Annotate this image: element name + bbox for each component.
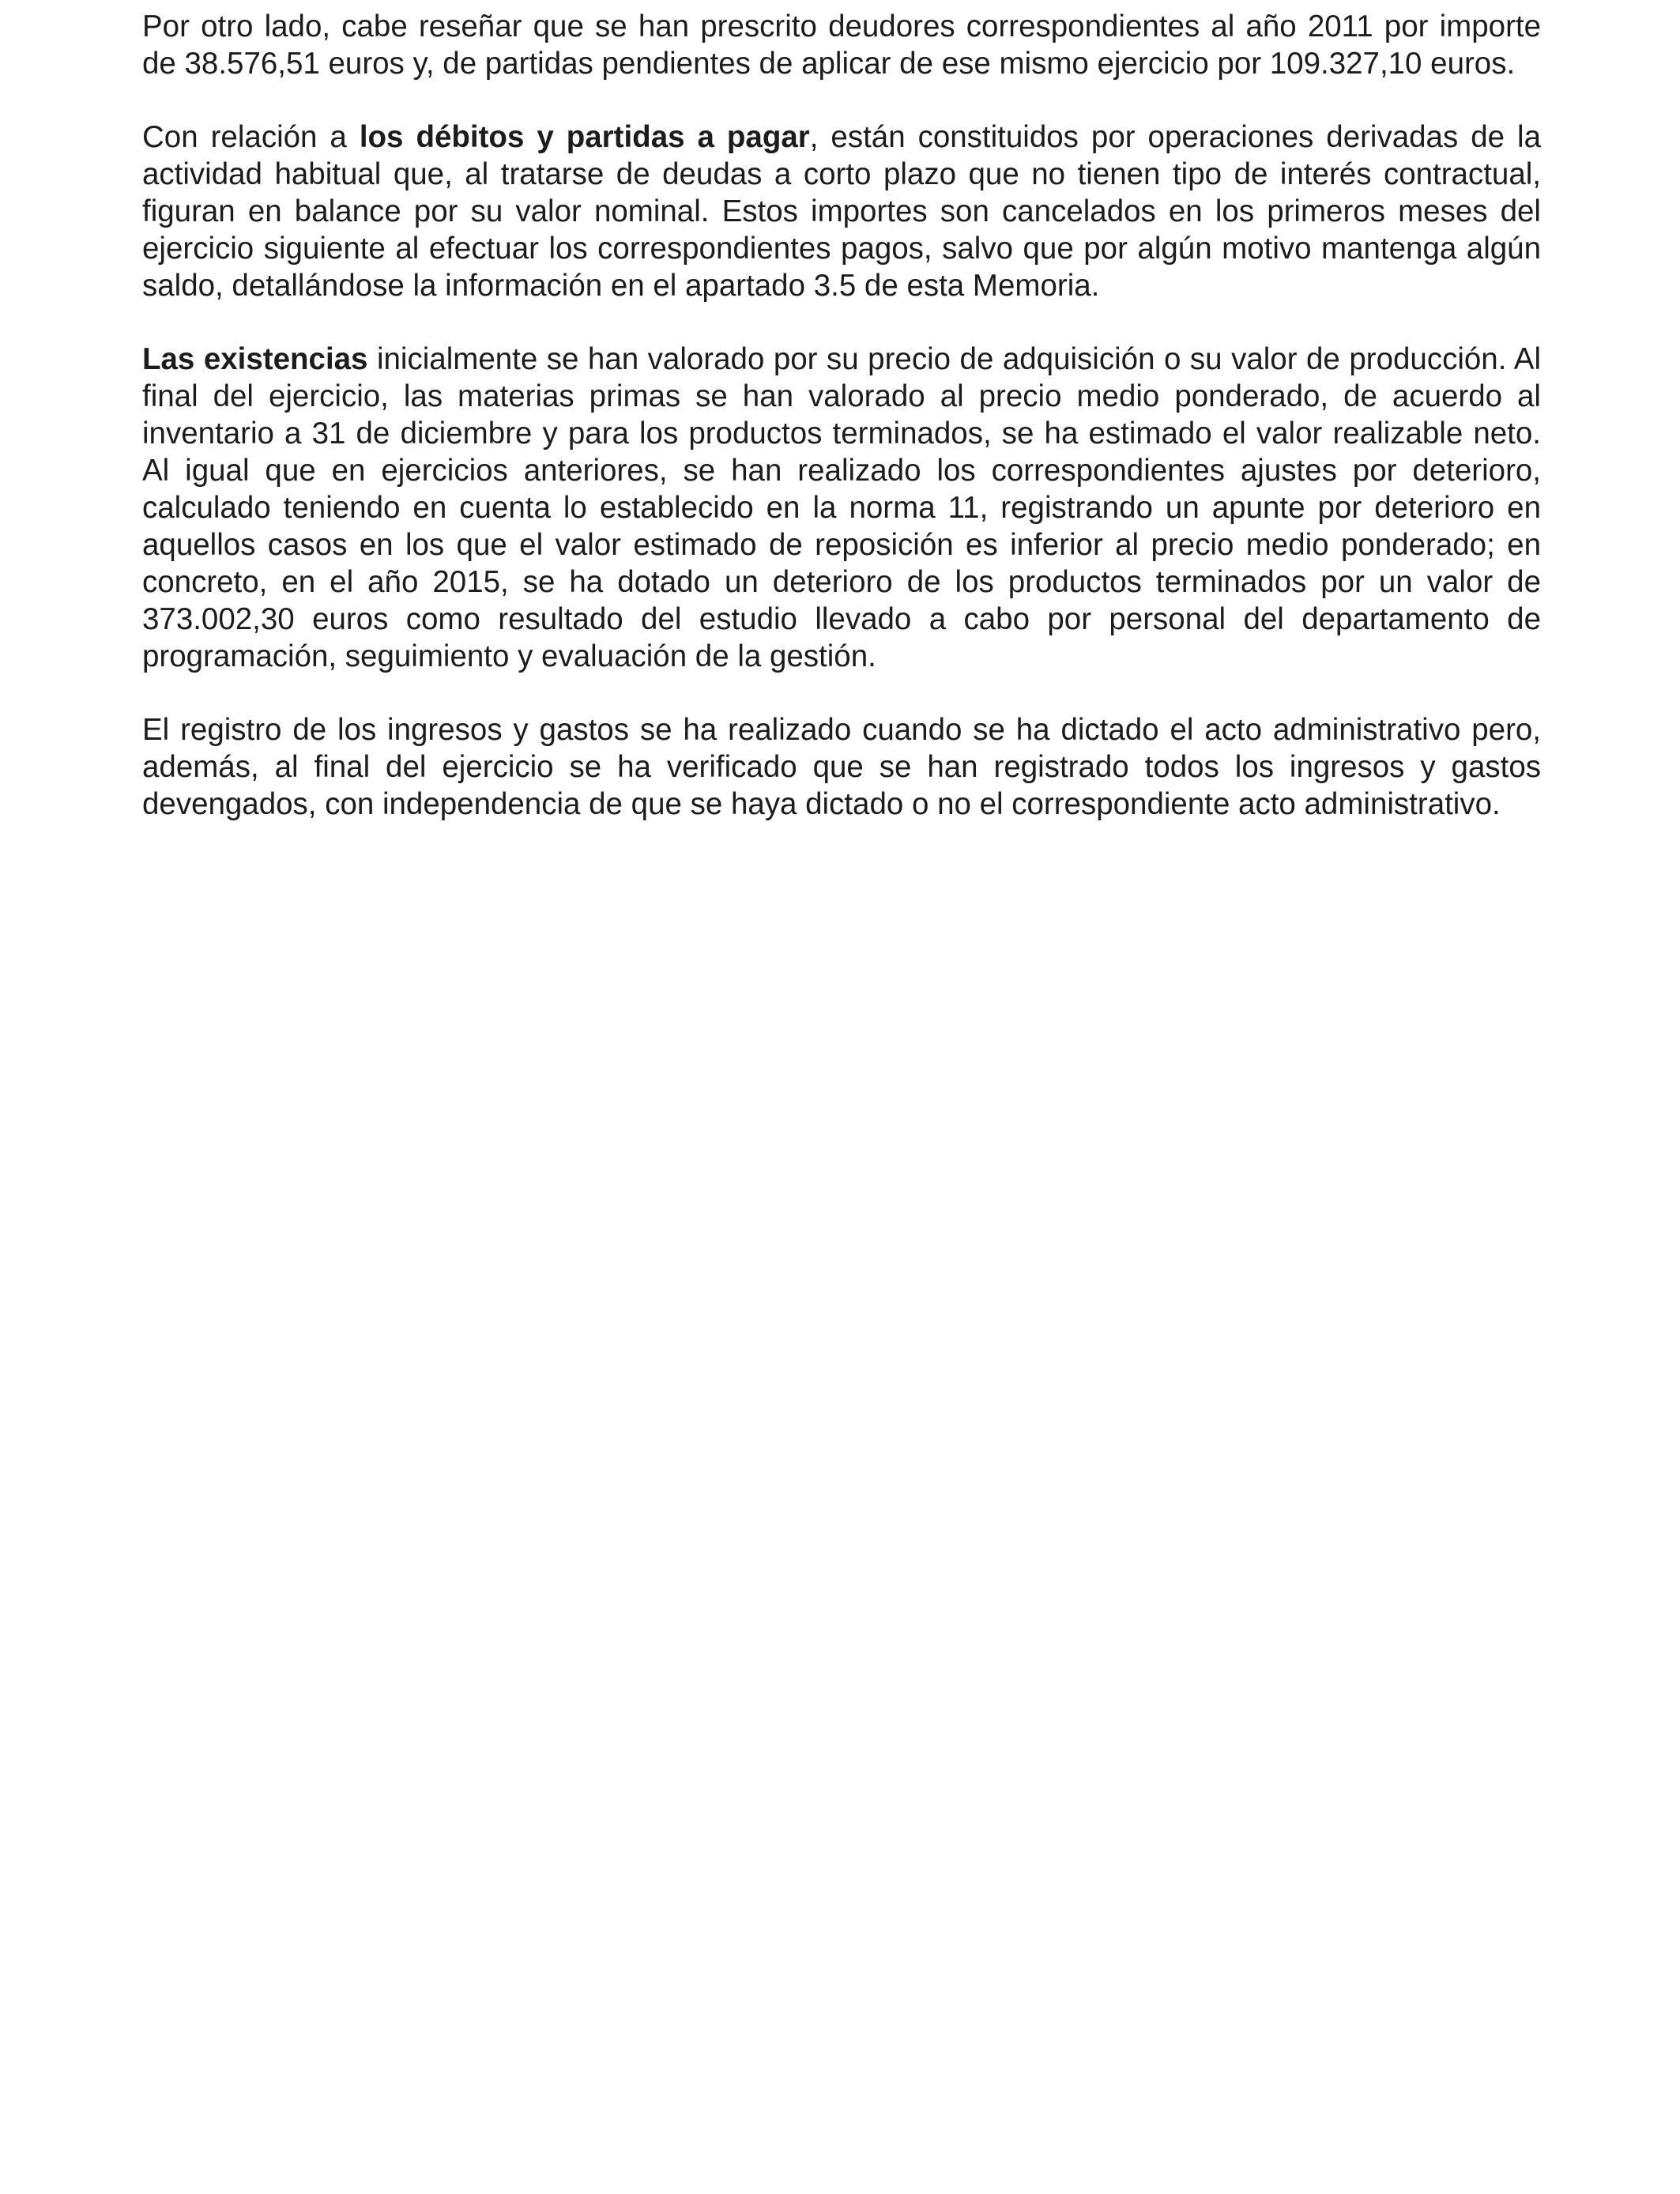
- paragraph-text: El registro de los ingresos y gastos se ha realizado cuando se ha dictado el acto administrativo pero, además, al final del ejercicio se ha verificado que se han registrado todos los ingresos y gastos devengados, con independencia de que se haya dictado o no el correspondiente acto administrativo.: [142, 713, 1541, 821]
- paragraph-text: , están constituidos por operaciones derivadas de la actividad habitual que, al tratarse de deudas a corto plazo que no tienen tipo de interés contractual, figuran en balance por su valor nominal. Estos importes son cancelados en los primeros meses del ejercicio siguiente al efectuar los correspondientes pagos, salvo que por algún motivo mantenga algún saldo, detallándose la información en el apartado 3.5 de esta Memoria.: [142, 120, 1541, 303]
- paragraph-text: inicialmente se han valorado por su precio de adquisición o su valor de producción. Al final del ejercicio, las materias primas se han valorado al precio medio ponderado, de acuerdo al inventario a 31 de diciembre y para los productos terminados, se ha estimado el valor realizable neto. Al igual que en ejercicios anteriores, se han realizado los correspondientes ajustes por deterioro, calculado teniendo en cuenta lo establecido en la norma 11, registrando un apunte por deterioro en aquellos casos en los que el valor estimado de reposición es inferior al precio medio ponderado; en concreto, en el año 2015, se ha dotado un deterioro de los productos terminados por un valor de 373.002,30 euros como resultado del estudio llevado a cabo por personal del departamento de programación, seguimiento y evaluación de la gestión.: [142, 342, 1542, 673]
- paragraph-debts-payable: [142, 119, 1541, 304]
- paragraph-inventories: [142, 341, 1541, 675]
- document-body: [142, 8, 1541, 859]
- paragraph-prescribed-debtors: [142, 8, 1541, 82]
- bold-term: los débitos y partidas a pagar: [359, 120, 810, 154]
- bold-term: Las existencias: [142, 342, 368, 376]
- paragraph-text: Con relación a: [142, 120, 360, 154]
- paragraph-text: Por otro lado, cabe reseñar que se han prescrito deudores correspondientes al año 2011 por importe de 38.576,51 euros y, de partidas pendientes de aplicar de ese mismo ejercicio por 109.327,10 euros.: [142, 9, 1541, 81]
- paragraph-income-expenses: [142, 711, 1541, 823]
